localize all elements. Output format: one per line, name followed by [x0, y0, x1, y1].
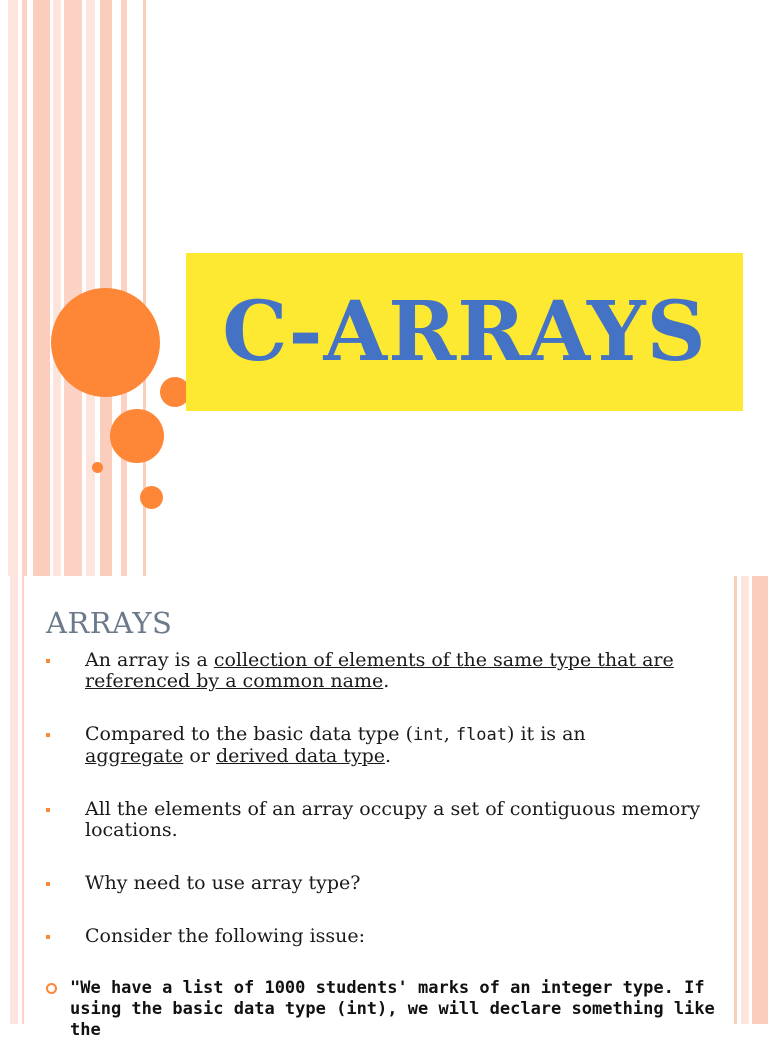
bullet-text: All the elements of an array occupy a set of contiguous memory locations. [85, 798, 701, 841]
bullet-underlined-text: aggregate [85, 745, 184, 767]
decor-stripe [22, 576, 24, 1024]
decor-stripe [10, 576, 18, 1024]
decor-stripe [86, 0, 95, 576]
bullet-marker [46, 808, 50, 812]
bullet-item [46, 724, 706, 767]
bullet-marker [46, 733, 50, 737]
decor-circle-tiny [92, 462, 103, 473]
bullet-item [46, 650, 706, 692]
bullet-text: Why need to use array type? [85, 872, 361, 894]
code-text: int [413, 725, 444, 745]
bullet-item [46, 926, 706, 947]
title-box [186, 253, 743, 411]
bullet-text: . [384, 745, 392, 767]
decor-stripe [741, 576, 749, 1024]
decor-stripe [22, 0, 27, 576]
bullet-underlined-text: collection of elements of the same type that are referenced by a common name [85, 649, 674, 692]
bullet-item [46, 873, 706, 894]
quote-bullet [46, 978, 750, 1041]
decor-stripe [33, 0, 50, 576]
bullet-text: Compared to the basic data type ( [85, 723, 414, 745]
bullet-text: An array is a [85, 649, 214, 671]
bullet-marker [46, 659, 50, 663]
decor-stripe [121, 0, 127, 576]
bullet-item [46, 799, 706, 841]
slide-heading: ARRAYS [46, 606, 173, 640]
code-text: float [455, 725, 508, 745]
bullet-text: , [443, 723, 456, 745]
decor-circle-medium [110, 409, 164, 463]
slide-title: C-ARRAYS [222, 284, 707, 380]
decor-circle-large [51, 288, 160, 397]
ring-bullet-icon [46, 983, 57, 994]
bullet-text: ) it is an [507, 723, 586, 745]
bullet-text: or [183, 745, 216, 767]
decor-stripe [8, 0, 18, 576]
decor-circle-small [140, 486, 163, 509]
decor-stripe [53, 0, 61, 576]
content-slide [0, 576, 768, 1040]
quote-text: "We have a list of 1000 students' marks of an integer type. If using the basic data type (int), we will declare something like the [70, 978, 715, 1040]
bullet-text: Consider the following issue: [85, 925, 366, 947]
bullet-text: . [383, 670, 390, 692]
bullet-marker [46, 882, 50, 886]
decor-stripe [734, 576, 737, 1024]
bullet-underlined-text: derived data type [215, 745, 385, 767]
decor-stripe [64, 0, 82, 576]
bullet-marker [46, 935, 50, 939]
bullet-list [46, 650, 706, 947]
decor-stripe [752, 576, 768, 1024]
